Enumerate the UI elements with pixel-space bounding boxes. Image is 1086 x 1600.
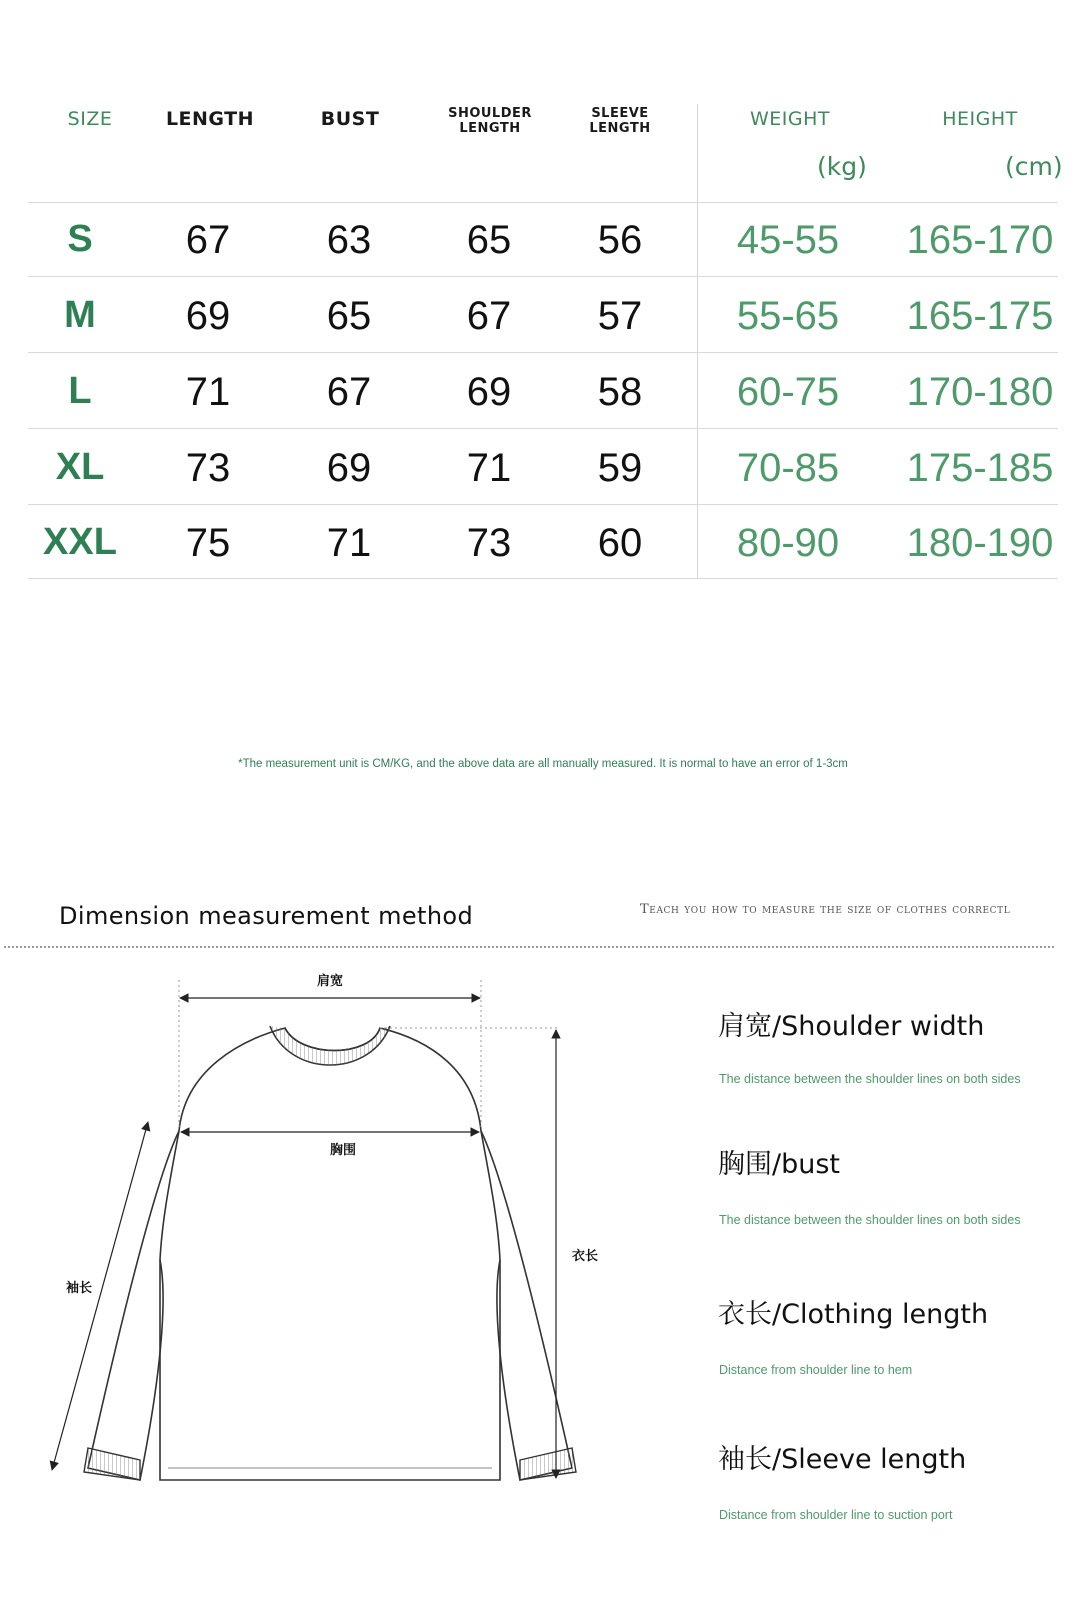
legend-title-shoulder: 肩宽/Shoulder width	[718, 1011, 985, 1042]
legend-title-length: 衣长/Clothing length	[718, 1299, 989, 1330]
cell-shoulder: 67	[466, 294, 512, 338]
cell-sleeve: 56	[597, 218, 643, 262]
cell-length: 75	[185, 521, 231, 565]
row-divider	[28, 428, 1058, 429]
header-height: HEIGHT	[942, 108, 1018, 130]
row-divider	[28, 276, 1058, 277]
cell-size: L	[68, 370, 92, 412]
row-divider	[28, 578, 1058, 579]
header-length: LENGTH	[165, 108, 255, 130]
header-shoulder-line1: SHOULDER	[448, 106, 532, 121]
cell-bust: 63	[326, 218, 372, 262]
legend-desc-bust: The distance between the shoulder lines on both sides	[719, 1213, 1021, 1227]
cell-sleeve: 60	[597, 521, 643, 565]
cell-weight: 80-90	[736, 521, 840, 565]
sweater-diagram	[0, 960, 640, 1520]
cell-size: M	[64, 294, 96, 336]
cell-sleeve: 59	[597, 446, 643, 490]
cell-length: 69	[185, 294, 231, 338]
weight-unit: (kg)	[817, 152, 867, 181]
method-title: Dimension measurement method	[59, 902, 474, 930]
column-divider	[697, 104, 698, 579]
header-size: SIZE	[67, 108, 113, 130]
cell-length: 71	[185, 370, 231, 414]
legend-desc-length: Distance from shoulder line to hem	[719, 1363, 913, 1377]
cell-weight: 70-85	[736, 446, 840, 490]
header-shoulder-length	[440, 106, 540, 136]
cell-height: 180-190	[906, 521, 1054, 565]
cell-shoulder: 73	[466, 521, 512, 565]
cell-sleeve: 57	[597, 294, 643, 338]
header-bust: BUST	[320, 108, 380, 130]
bust-label: 胸围	[329, 1143, 357, 1158]
legend-title-sleeve: 袖长/Sleeve length	[718, 1444, 967, 1475]
legend-desc-shoulder: The distance between the shoulder lines on both sides	[719, 1072, 1021, 1086]
row-divider	[28, 352, 1058, 353]
measurement-note: *The measurement unit is CM/KG, and the above data are all manually measured. It is normal to have an error of 1-3cm	[238, 758, 848, 770]
cell-bust: 65	[326, 294, 372, 338]
cell-height: 165-175	[906, 294, 1054, 338]
cell-height: 170-180	[906, 370, 1054, 414]
header-sleeve-line1: SLEEVE	[591, 106, 649, 121]
length-label: 衣长	[572, 1249, 599, 1264]
dotted-divider	[4, 946, 1054, 948]
guide-lines	[179, 980, 560, 1130]
sweater-outline	[88, 1026, 572, 1480]
cell-sleeve: 58	[597, 370, 643, 414]
legend-title-bust: 胸围/bust	[718, 1149, 841, 1180]
right-cuff	[520, 1448, 576, 1480]
cell-weight: 45-55	[736, 218, 840, 262]
shoulder-label: 肩宽	[316, 974, 344, 989]
cell-shoulder: 71	[466, 446, 512, 490]
cell-length: 67	[185, 218, 231, 262]
header-shoulder-line2: LENGTH	[459, 121, 521, 136]
cell-bust: 71	[326, 521, 372, 565]
cell-size: XL	[55, 446, 105, 488]
cell-length: 73	[185, 446, 231, 490]
cell-height: 175-185	[906, 446, 1054, 490]
cell-shoulder: 65	[466, 218, 512, 262]
row-divider	[28, 202, 1058, 203]
cell-shoulder: 69	[466, 370, 512, 414]
height-unit: (cm)	[1005, 152, 1063, 181]
cell-weight: 55-65	[736, 294, 840, 338]
cell-height: 165-170	[906, 218, 1054, 262]
cell-weight: 60-75	[736, 370, 840, 414]
cell-size: XXL	[43, 521, 117, 563]
left-cuff	[84, 1448, 140, 1480]
header-weight: WEIGHT	[749, 108, 830, 130]
sleeve-label: 袖长	[66, 1281, 93, 1296]
cell-bust: 69	[326, 446, 372, 490]
row-divider	[28, 504, 1058, 505]
cell-bust: 67	[326, 370, 372, 414]
header-sleeve-length	[570, 106, 670, 136]
cell-size: S	[67, 218, 93, 260]
header-sleeve-line2: LENGTH	[589, 121, 651, 136]
method-subtitle: Teach you how to measure the size of clothes correctl	[640, 902, 1011, 917]
legend-desc-sleeve: Distance from shoulder line to suction port	[719, 1508, 953, 1522]
